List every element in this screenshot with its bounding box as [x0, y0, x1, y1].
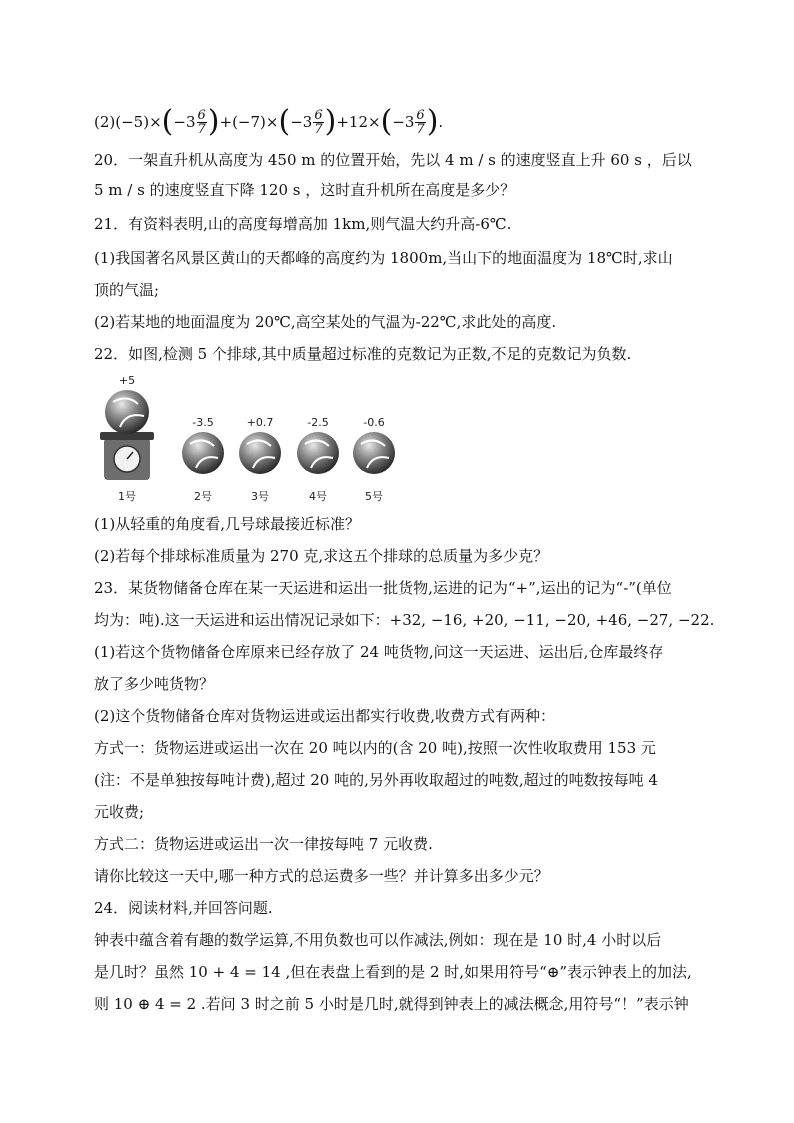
volleyball-icon — [353, 432, 395, 474]
ball-2-value: -3.5 — [192, 416, 214, 429]
expression-end: . — [438, 113, 444, 131]
q22-stem: 22．如图,检测 5 个排球,其中质量超过标准的克数记为正数,不足的克数记为负数. — [94, 345, 632, 363]
right-paren: ) — [324, 104, 337, 139]
volleyball-figure — [100, 372, 410, 512]
fraction: $\frac{6}{7}$ — [416, 107, 425, 137]
times-sign: × — [149, 113, 162, 131]
ball-3-label: 3号 — [251, 490, 269, 503]
q23-part2: (2)这个货物储备仓库对货物运进或运出都实行收费,收费方式有两种： — [94, 707, 556, 725]
q23-method2: 方式二：货物运进或运出一次一律按每吨 7 元收费. — [94, 835, 433, 853]
volleyball-icon — [105, 390, 149, 434]
q21-part2: (2)若某地的地面温度为 20℃,高空某处的气温为-22℃,求此处的高度. — [94, 313, 557, 331]
right-paren: ) — [426, 104, 439, 139]
scale-icon — [100, 432, 154, 480]
q23-line-1: 23．某货物储备仓库在某一天运进和运出一批货物,运进的记为“+”,运出的记为“-”(单位 — [94, 579, 672, 597]
plus-sign: + — [336, 113, 349, 131]
plus-sign: + — [219, 113, 233, 131]
q23-method1-line-1: 方式一：货物运进或运出一次在 20 吨以内的(含 20 吨),按照一次性收取费用 153 元 — [94, 739, 656, 757]
mixed-whole: −3 — [290, 113, 313, 131]
mixed-whole: −3 — [392, 113, 415, 131]
q19-term2: (−7) — [232, 113, 266, 131]
ball-1-label: 1号 — [118, 490, 136, 503]
q22-part1: (1)从轻重的角度看,几号球最接近标准？ — [94, 515, 361, 533]
q19-term1: (−5) — [115, 113, 150, 131]
times-sign: × — [265, 113, 279, 131]
q20-line-1: 20．一架直升机从高度为 450 m 的位置开始，先以 4 m / s 的速度竖直上升 60 s ，后以 — [94, 151, 692, 169]
volleyball-icon — [297, 432, 339, 474]
ball-5-label: 5号 — [365, 490, 383, 503]
q24-line-1: 钟表中蕴含着有趣的数学运算,不用负数也可以作减法,例如：现在是 10 时,4 小时以后 — [94, 931, 662, 949]
q23-method1-line-3: 元收费; — [94, 803, 145, 821]
q19-label: (2) — [94, 113, 116, 131]
times-sign: × — [368, 113, 381, 131]
volleyball-icon — [182, 432, 224, 474]
fraction: $\frac{6}{7}$ — [197, 107, 206, 137]
q23-method1-line-2: (注：不是单独按每吨计费),超过 20 吨的,另外再收取超过的吨数,超过的吨数按每吨 4 — [94, 771, 658, 789]
left-paren: ( — [161, 104, 174, 139]
ball-1-value: +5 — [118, 374, 136, 387]
ball-4-label: 4号 — [309, 490, 327, 503]
left-paren: ( — [380, 104, 393, 139]
volleyball-icon — [239, 432, 281, 474]
q24-line-2: 是几时？虽然 10 + 4 = 14 ,但在表盘上看到的是 2 时,如果用符号“⊕”表示钟表上的加法, — [94, 963, 692, 981]
right-paren: ) — [207, 104, 220, 139]
mixed-whole: −3 — [173, 113, 196, 131]
q23-part1-line-2: 放了多少吨货物？ — [94, 675, 215, 693]
ball-3-value: +0.7 — [246, 416, 274, 429]
q21-stem: 21．有资料表明,山的高度每增高加 1km,则气温大约升高-6℃. — [94, 215, 512, 233]
ball-2-label: 2号 — [194, 490, 212, 503]
q19-expression — [94, 100, 443, 144]
q24-stem: 24．阅读材料,并回答问题. — [94, 899, 273, 917]
q24-line-3: 则 10 ⊕ 4 = 2 .若问 3 时之前 5 小时是几时,就得到钟表上的减法概念,用符号“！”表示钟 — [94, 995, 689, 1013]
ball-4-value: -2.5 — [307, 416, 329, 429]
q21-part1-line-1: (1)我国著名风景区黄山的天都峰的高度约为 1800m,当山下的地面温度为 18℃时,求山 — [94, 249, 673, 267]
q23-question: 请你比较这一天中,哪一种方式的总运费多一些？并计算多出多少元？ — [94, 867, 549, 885]
q20-line-2: 5 m / s 的速度竖直下降 120 s ，这时直升机所在高度是多少？ — [94, 181, 516, 199]
q19-term3: 12 — [348, 113, 368, 131]
q21-part1-line-2: 顶的气温; — [94, 281, 160, 299]
q22-part2: (2)若每个排球标准质量为 270 克,求这五个排球的总质量为多少克？ — [94, 547, 549, 565]
q23-line-2: 均为：吨).这一天运进和运出情况记录如下：+32, −16, +20, −11, −20, +46, −27, −22. — [94, 611, 715, 629]
left-paren: ( — [278, 104, 291, 139]
ball-5-value: -0.6 — [363, 416, 385, 429]
q23-part1-line-1: (1)若这个货物储备仓库原来已经存放了 24 吨货物,问这一天运进、运出后,仓库最终存 — [94, 643, 664, 661]
fraction: $\frac{6}{7}$ — [314, 107, 323, 137]
